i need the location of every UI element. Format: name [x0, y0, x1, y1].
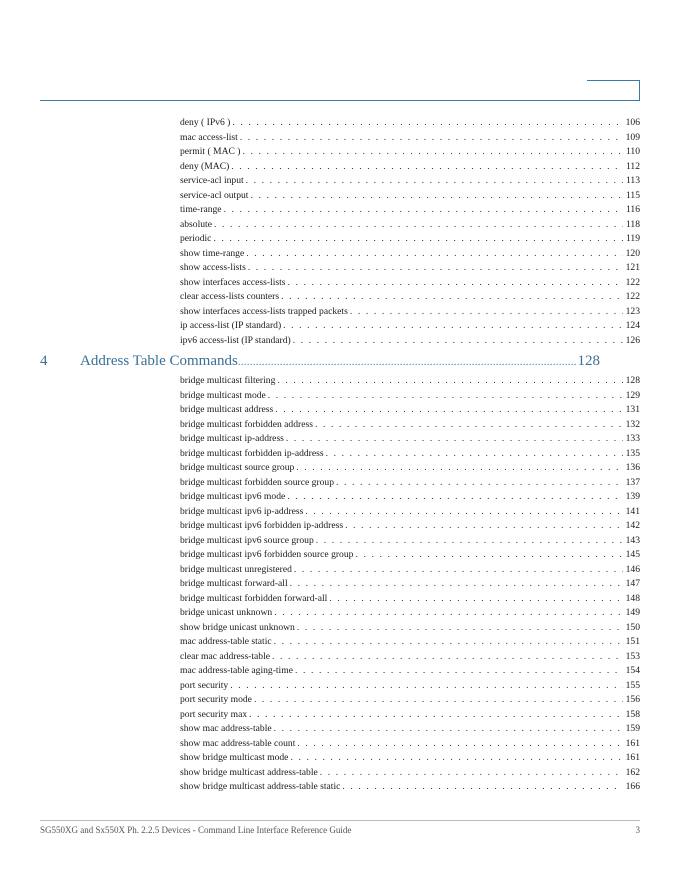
toc-entry[interactable] [180, 116, 640, 131]
toc-entry[interactable] [180, 461, 640, 476]
toc-entry-title: bridge multicast forward-all [180, 578, 288, 589]
chapter-number: 4 [40, 352, 48, 369]
toc-entry-page: 119 [625, 233, 640, 244]
toc-entry-leader [283, 319, 622, 334]
toc-entry[interactable] [180, 232, 640, 247]
toc-entry-leader [290, 577, 623, 592]
toc-entry[interactable] [180, 403, 640, 418]
toc-entry-leader [329, 592, 622, 607]
toc-entry-title: show time-range [180, 247, 245, 259]
toc-entry-leader [286, 432, 623, 447]
toc-entry-page: 161 [625, 752, 640, 763]
toc-entry-title: periodic [180, 233, 212, 244]
toc-entry-leader [336, 476, 623, 491]
toc-entry-leader [249, 708, 622, 723]
toc-entry-page: 110 [625, 146, 640, 157]
toc-entry[interactable] [180, 261, 640, 276]
toc-entry[interactable] [180, 577, 640, 592]
toc-entry-leader [297, 737, 622, 752]
toc-entry[interactable] [180, 708, 640, 723]
toc-entry-page: 135 [625, 447, 640, 459]
toc-entry-page: 120 [625, 247, 640, 259]
toc-entry-leader [350, 305, 623, 320]
toc-entry-page: 153 [625, 650, 640, 662]
toc-entry[interactable] [180, 679, 640, 694]
toc-entry-title: bridge multicast forbidden source group [180, 476, 334, 488]
toc-entry-title: show bridge multicast address-table [180, 766, 318, 778]
toc-entry-title: ipv6 access-list (IP standard) [180, 334, 291, 346]
toc-entry-leader [277, 374, 622, 389]
toc-entry-leader [296, 461, 622, 476]
toc-entry[interactable] [180, 650, 640, 665]
toc-entry[interactable] [180, 174, 640, 189]
footer-page-number: 3 [635, 825, 640, 835]
toc-entry-title: absolute [180, 218, 212, 230]
toc-entry-page: 133 [625, 433, 640, 444]
toc-entry-page: 118 [625, 218, 640, 230]
toc-entry-leader [274, 635, 623, 650]
toc-entry-leader [231, 160, 623, 175]
toc-entry-title: show access-lists [180, 262, 246, 273]
toc-entry-title: show mac address-table count [180, 737, 296, 749]
toc-entry-leader [355, 548, 622, 563]
toc-entry-page: 128 [625, 375, 640, 386]
toc-entry[interactable] [180, 563, 640, 578]
header-rule [40, 100, 640, 101]
footer-guide-title: SG550XG and Sx550X Ph. 2.2.5 Devices - Command Line Interface Reference Guide [40, 825, 352, 835]
toc-entry-leader [295, 664, 623, 679]
toc-entry-leader [290, 751, 622, 766]
toc-entry-title: port security mode [180, 694, 252, 705]
toc-entry-page: 136 [625, 462, 640, 473]
toc-entry-page: 147 [625, 578, 640, 589]
toc-entry[interactable] [180, 218, 640, 233]
toc-entry-leader [214, 218, 623, 233]
toc-entry[interactable] [180, 290, 640, 305]
toc-entry-page: 155 [625, 679, 640, 691]
toc-entry[interactable] [180, 766, 640, 781]
toc-entry-title: bridge multicast forbidden forward-all [180, 592, 328, 604]
toc-entry-page: 116 [625, 204, 640, 215]
toc-entry-page: 142 [625, 520, 640, 531]
toc-entry-title: bridge multicast forbidden address [180, 418, 313, 430]
toc-entry-leader [294, 563, 623, 578]
toc-entry[interactable] [180, 592, 640, 607]
toc-entry-leader [250, 189, 622, 204]
toc-entry[interactable] [180, 374, 640, 389]
toc-entry-leader [297, 621, 623, 636]
toc-entry-title: show bridge unicast unknown [180, 621, 295, 633]
toc-entry-leader [274, 722, 623, 737]
toc-entry-leader [316, 534, 623, 549]
toc-entry[interactable] [180, 447, 640, 462]
toc-entry-page: 124 [625, 320, 640, 331]
toc-entry-page: 154 [625, 665, 640, 676]
toc-entry[interactable] [180, 305, 640, 320]
toc-entry-page: 131 [625, 404, 640, 415]
toc-entry[interactable] [180, 548, 640, 563]
toc-entry-leader [293, 334, 623, 349]
toc-entry-leader [326, 447, 623, 462]
toc-entry-title: bridge multicast mode [180, 389, 266, 401]
toc-entry-page: 145 [625, 549, 640, 560]
toc-entry-title: port security [180, 679, 229, 691]
toc-entry-page: 122 [625, 291, 640, 302]
toc-entry-title: show interfaces access-lists [180, 276, 286, 288]
toc-entry-page: 156 [625, 694, 640, 705]
toc-entry-title: clear access-lists counters [180, 291, 280, 302]
toc-entry-title: bridge multicast ipv6 source group [180, 534, 314, 546]
toc-entry-page: 123 [625, 305, 640, 317]
toc-entry-title: show bridge multicast address-table static [180, 781, 341, 792]
toc-entry-title: bridge multicast ipv6 forbidden source group [180, 549, 354, 560]
toc-entry-title: clear mac address-table [180, 650, 271, 662]
toc-entry-leader [315, 418, 623, 433]
toc-entry[interactable] [180, 505, 640, 520]
toc-entry-leader [246, 174, 623, 189]
toc-entry[interactable] [180, 203, 640, 218]
toc-entry-page: 143 [625, 534, 640, 546]
toc-entry-title: show mac address-table [180, 723, 272, 734]
toc-entry[interactable] [180, 693, 640, 708]
toc-entry[interactable] [180, 334, 640, 349]
toc-entry[interactable] [180, 418, 640, 433]
toc-entry[interactable] [180, 276, 640, 291]
toc-entry-title: service-acl output [180, 189, 249, 201]
toc-entry-page: 158 [625, 708, 640, 720]
toc-entry-page: 132 [625, 418, 640, 430]
toc-entry-page: 126 [625, 334, 640, 346]
toc-entry[interactable] [180, 606, 640, 621]
toc-entry-page: 151 [625, 636, 640, 647]
toc-entry-title: deny ( IPv6 ) [180, 117, 231, 128]
toc-entry[interactable] [180, 490, 640, 505]
table-of-contents [0, 116, 680, 795]
toc-entry-leader [240, 131, 623, 146]
toc-entry-title: permit ( MAC ) [180, 146, 241, 157]
toc-entry[interactable] [180, 160, 640, 175]
toc-entry-page: 106 [625, 117, 640, 128]
toc-entry[interactable] [180, 751, 640, 766]
toc-entry-page: 148 [625, 592, 640, 604]
toc-entry-page: 162 [625, 766, 640, 778]
toc-entry-title: show interfaces access-lists trapped packets [180, 305, 348, 317]
toc-entry[interactable] [180, 247, 640, 262]
toc-entry-title: time-range [180, 204, 222, 215]
toc-entry-leader [287, 490, 622, 505]
toc-entry-leader [268, 389, 623, 404]
toc-entry-title: bridge multicast ip-address [180, 433, 284, 444]
header-tab [587, 80, 640, 100]
toc-entry-page: 159 [625, 723, 640, 734]
toc-entry-page: 115 [625, 189, 640, 201]
chapter-title-row [80, 353, 600, 370]
footer-rule [40, 820, 640, 821]
toc-entry-title: deny (MAC) [180, 160, 230, 172]
toc-entry-leader [230, 679, 622, 694]
toc-entry-leader [213, 232, 623, 247]
toc-entry[interactable] [180, 534, 640, 549]
toc-entry-title: bridge multicast ipv6 forbidden ip-address [180, 520, 344, 531]
toc-entry[interactable] [180, 635, 640, 650]
chapter-page: 128 [577, 352, 600, 369]
toc-entry[interactable] [180, 780, 640, 795]
toc-entry[interactable] [180, 722, 640, 737]
toc-entry-title: bridge multicast source group [180, 462, 295, 473]
toc-entry-title: ip access-list (IP standard) [180, 320, 282, 331]
toc-entry-title: port security max [180, 708, 248, 720]
toc-entry-leader [281, 290, 623, 305]
toc-entry-leader [305, 505, 622, 520]
toc-entry-leader [248, 261, 623, 276]
toc-entry-leader [345, 519, 623, 534]
toc-entry-leader [274, 606, 622, 621]
toc-entry[interactable] [180, 664, 640, 679]
toc-entry-page: 109 [625, 131, 640, 143]
toc-entry-page: 121 [625, 262, 640, 273]
chapter-leader [238, 357, 577, 368]
toc-entry-page: 139 [625, 491, 640, 502]
toc-entry-page: 166 [625, 781, 640, 792]
toc-entry-page: 150 [625, 621, 640, 633]
toc-entry-title: bridge multicast filtering [180, 375, 276, 386]
toc-entry-leader [272, 650, 623, 665]
toc-entry-title: bridge multicast ipv6 mode [180, 491, 286, 502]
toc-entry-leader [288, 276, 623, 291]
toc-entry[interactable] [180, 389, 640, 404]
toc-entry-title: bridge unicast unknown [180, 607, 273, 618]
toc-entry[interactable] [180, 189, 640, 204]
toc-entry-title: bridge multicast forbidden ip-address [180, 447, 324, 459]
toc-entry[interactable] [180, 432, 640, 447]
toc-entry[interactable] [180, 737, 640, 752]
toc-section-before [0, 116, 680, 348]
chapter-heading[interactable] [0, 348, 640, 374]
toc-entry-leader [342, 780, 622, 795]
toc-entry[interactable] [180, 621, 640, 636]
toc-entry-title: bridge multicast ipv6 ip-address [180, 505, 304, 517]
toc-entry-page: 149 [625, 607, 640, 618]
toc-entry-title: mac address-table aging-time [180, 665, 293, 676]
toc-entry-page: 146 [625, 563, 640, 575]
toc-entry-leader [232, 116, 622, 131]
toc-entry-leader [275, 403, 622, 418]
toc-entry-leader [246, 247, 622, 262]
toc-entry[interactable] [180, 519, 640, 534]
toc-entry-title: bridge multicast unregistered [180, 563, 292, 575]
toc-entry-leader [243, 145, 623, 160]
toc-section-after [0, 374, 680, 795]
toc-entry-page: 122 [625, 276, 640, 288]
toc-entry-page: 129 [625, 389, 640, 401]
toc-entry-leader [254, 693, 623, 708]
toc-entry-title: mac address-table static [180, 636, 272, 647]
toc-entry-title: service-acl input [180, 175, 244, 186]
toc-entry-title: show bridge multicast mode [180, 752, 289, 763]
toc-entry-title: mac access-list [180, 131, 238, 143]
toc-entry-leader [224, 203, 623, 218]
toc-entry[interactable] [180, 131, 640, 146]
toc-entry-page: 137 [625, 476, 640, 488]
toc-entry-page: 113 [625, 175, 640, 186]
toc-entry-title: bridge multicast address [180, 404, 274, 415]
toc-entry-leader [320, 766, 623, 781]
toc-entry[interactable] [180, 319, 640, 334]
toc-entry[interactable] [180, 476, 640, 491]
toc-entry-page: 141 [625, 505, 640, 517]
toc-entry[interactable] [180, 145, 640, 160]
toc-entry-page: 112 [625, 160, 640, 172]
toc-entry-page: 161 [625, 737, 640, 749]
chapter-title: Address Table Commands [80, 352, 238, 369]
